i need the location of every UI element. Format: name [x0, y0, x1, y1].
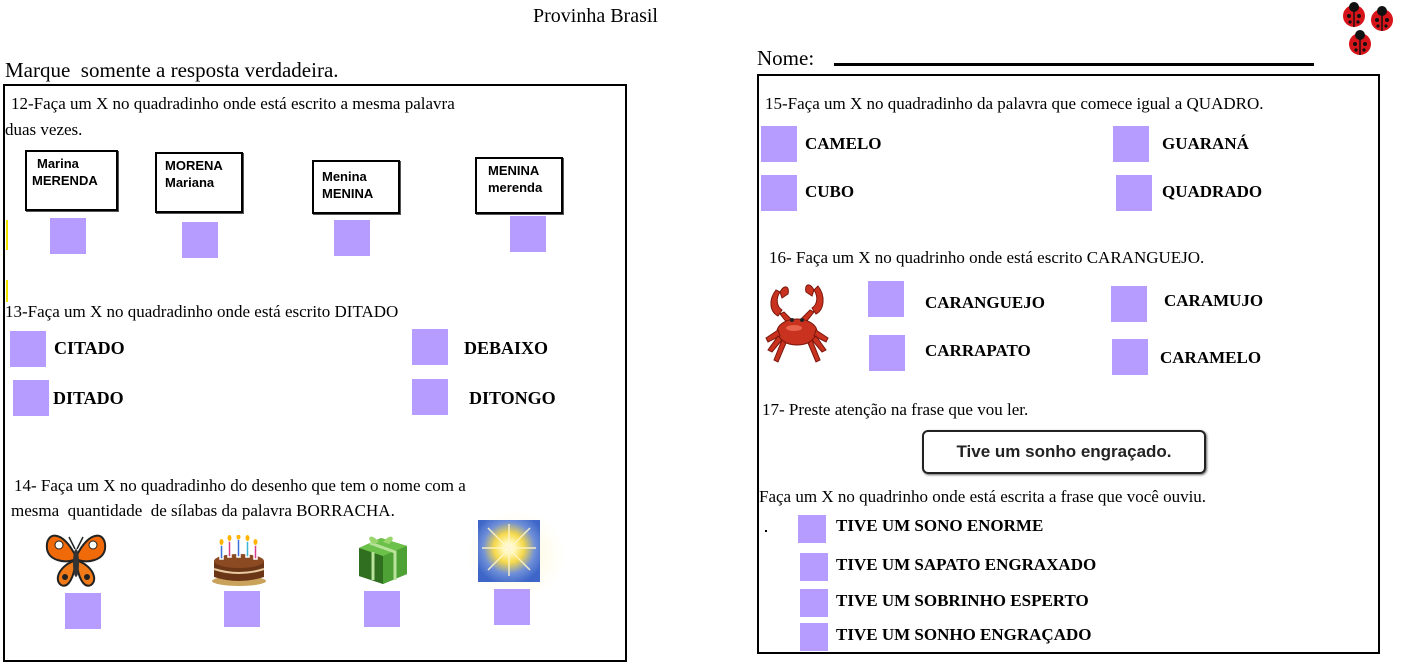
yellow-mark-2 [6, 280, 8, 302]
q17-option-3: TIVE UM SOBRINHO ESPERTO [836, 591, 1089, 610]
ladybugs-icon [1340, 2, 1396, 58]
q17-option-1: TIVE UM SONO ENORME [836, 516, 1044, 535]
q15-option-guarana: GUARANÁ [1162, 134, 1249, 153]
q12-card-4-top: MENINA [488, 163, 540, 178]
q14-checkbox-2[interactable] [224, 591, 260, 627]
stray-dot [765, 530, 767, 532]
butterfly-icon [43, 527, 109, 589]
q16-checkbox-caranguejo[interactable] [868, 281, 904, 317]
q17-checkbox-2[interactable] [800, 553, 828, 581]
q12-card-3-top: Menina [322, 169, 367, 184]
q15-option-cubo: CUBO [805, 182, 855, 201]
q16-option-caramujo: CARAMUJO [1164, 291, 1264, 310]
q12-checkbox-4[interactable] [510, 216, 546, 252]
q12-card-3 [312, 160, 400, 214]
q17-text: 17- Preste atenção na frase que vou ler. [762, 400, 1029, 419]
gift-icon [351, 530, 413, 586]
q12-card-1-bottom: MERENDA [32, 173, 98, 188]
q12-card-1 [25, 150, 118, 211]
q15-checkbox-quadrado[interactable] [1116, 175, 1152, 211]
q14-text-line1: 14- Faça um X no quadradinho do desenho que tem o nome com a [14, 476, 466, 495]
cake-icon [210, 535, 268, 587]
q16-option-carrapato: CARRAPATO [925, 341, 1031, 360]
q17-option-2: TIVE UM SAPATO ENGRAXADO [836, 555, 1097, 574]
q13-option-debaixo: DEBAIXO [464, 338, 549, 358]
q14-checkbox-1[interactable] [65, 593, 101, 629]
q16-checkbox-carrapato[interactable] [869, 335, 905, 371]
q16-text: 16- Faça um X no quadrinho onde está escrito CARANGUEJO. [769, 248, 1205, 267]
q17-sentence: Tive um sonho engraçado. [956, 442, 1172, 461]
q12-text-line1: 12-Faça um X no quadradinho onde está escrito a mesma palavra [11, 94, 455, 113]
q12-card-2 [155, 152, 243, 213]
q17-instruction: Faça um X no quadrinho onde está escrita a frase que você ouviu. [759, 487, 1207, 506]
q12-text-line2: duas vezes. [5, 120, 83, 139]
q17-checkbox-4[interactable] [800, 623, 828, 651]
page-title: Provinha Brasil [533, 5, 658, 27]
q13-checkbox-ditado[interactable] [13, 380, 49, 416]
q13-option-citado: CITADO [54, 338, 125, 358]
q17-checkbox-3[interactable] [800, 589, 828, 617]
name-label: Nome: [757, 46, 815, 70]
q12-card-4-bottom: merenda [488, 180, 543, 195]
q15-checkbox-cubo[interactable] [761, 175, 797, 211]
q12-card-3-bottom: MENINA [322, 186, 374, 201]
q16-checkbox-caramujo[interactable] [1111, 286, 1147, 322]
q13-option-ditongo: DITONGO [469, 388, 556, 408]
q14-checkbox-4[interactable] [494, 589, 530, 625]
q12-card-2-top: MORENA [165, 158, 223, 173]
q13-text: 13-Faça um X no quadradinho onde está escrito DITADO [5, 302, 399, 321]
yellow-mark-1 [6, 220, 8, 250]
q12-card-1-top: Marina [37, 156, 79, 171]
instruction-text: Marque somente a resposta verdadeira. [5, 58, 339, 82]
q14-checkbox-3[interactable] [364, 591, 400, 627]
q16-checkbox-caramelo[interactable] [1112, 339, 1148, 375]
q13-checkbox-ditongo[interactable] [412, 379, 448, 415]
q17-sentence-card [922, 430, 1206, 474]
q15-option-camelo: CAMELO [805, 134, 882, 153]
q12-card-4 [475, 157, 563, 214]
crab-icon [764, 280, 830, 366]
q12-card-2-bottom: Mariana [165, 175, 215, 190]
q13-checkbox-debaixo[interactable] [412, 329, 448, 365]
q12-checkbox-3[interactable] [334, 220, 370, 256]
q12-checkbox-1[interactable] [50, 218, 86, 254]
name-field[interactable] [834, 63, 1314, 66]
q16-option-caramelo: CARAMELO [1160, 348, 1262, 367]
q17-checkbox-1[interactable] [798, 515, 826, 543]
q13-checkbox-citado[interactable] [10, 331, 46, 367]
q15-text: 15-Faça um X no quadradinho da palavra que comece igual a QUADRO. [765, 94, 1264, 113]
q17-option-4: TIVE UM SONHO ENGRAÇADO [836, 625, 1092, 644]
q15-checkbox-guarana[interactable] [1113, 126, 1149, 162]
q14-text-line2: mesma quantidade de sílabas da palavra BORRACHA. [11, 501, 395, 520]
q16-option-caranguejo: CARANGUEJO [925, 293, 1045, 312]
q15-checkbox-camelo[interactable] [761, 126, 797, 162]
q15-option-quadrado: QUADRADO [1162, 182, 1263, 201]
sun-icon [478, 520, 540, 582]
q12-checkbox-2[interactable] [182, 222, 218, 258]
q13-option-ditado: DITADO [53, 388, 124, 408]
